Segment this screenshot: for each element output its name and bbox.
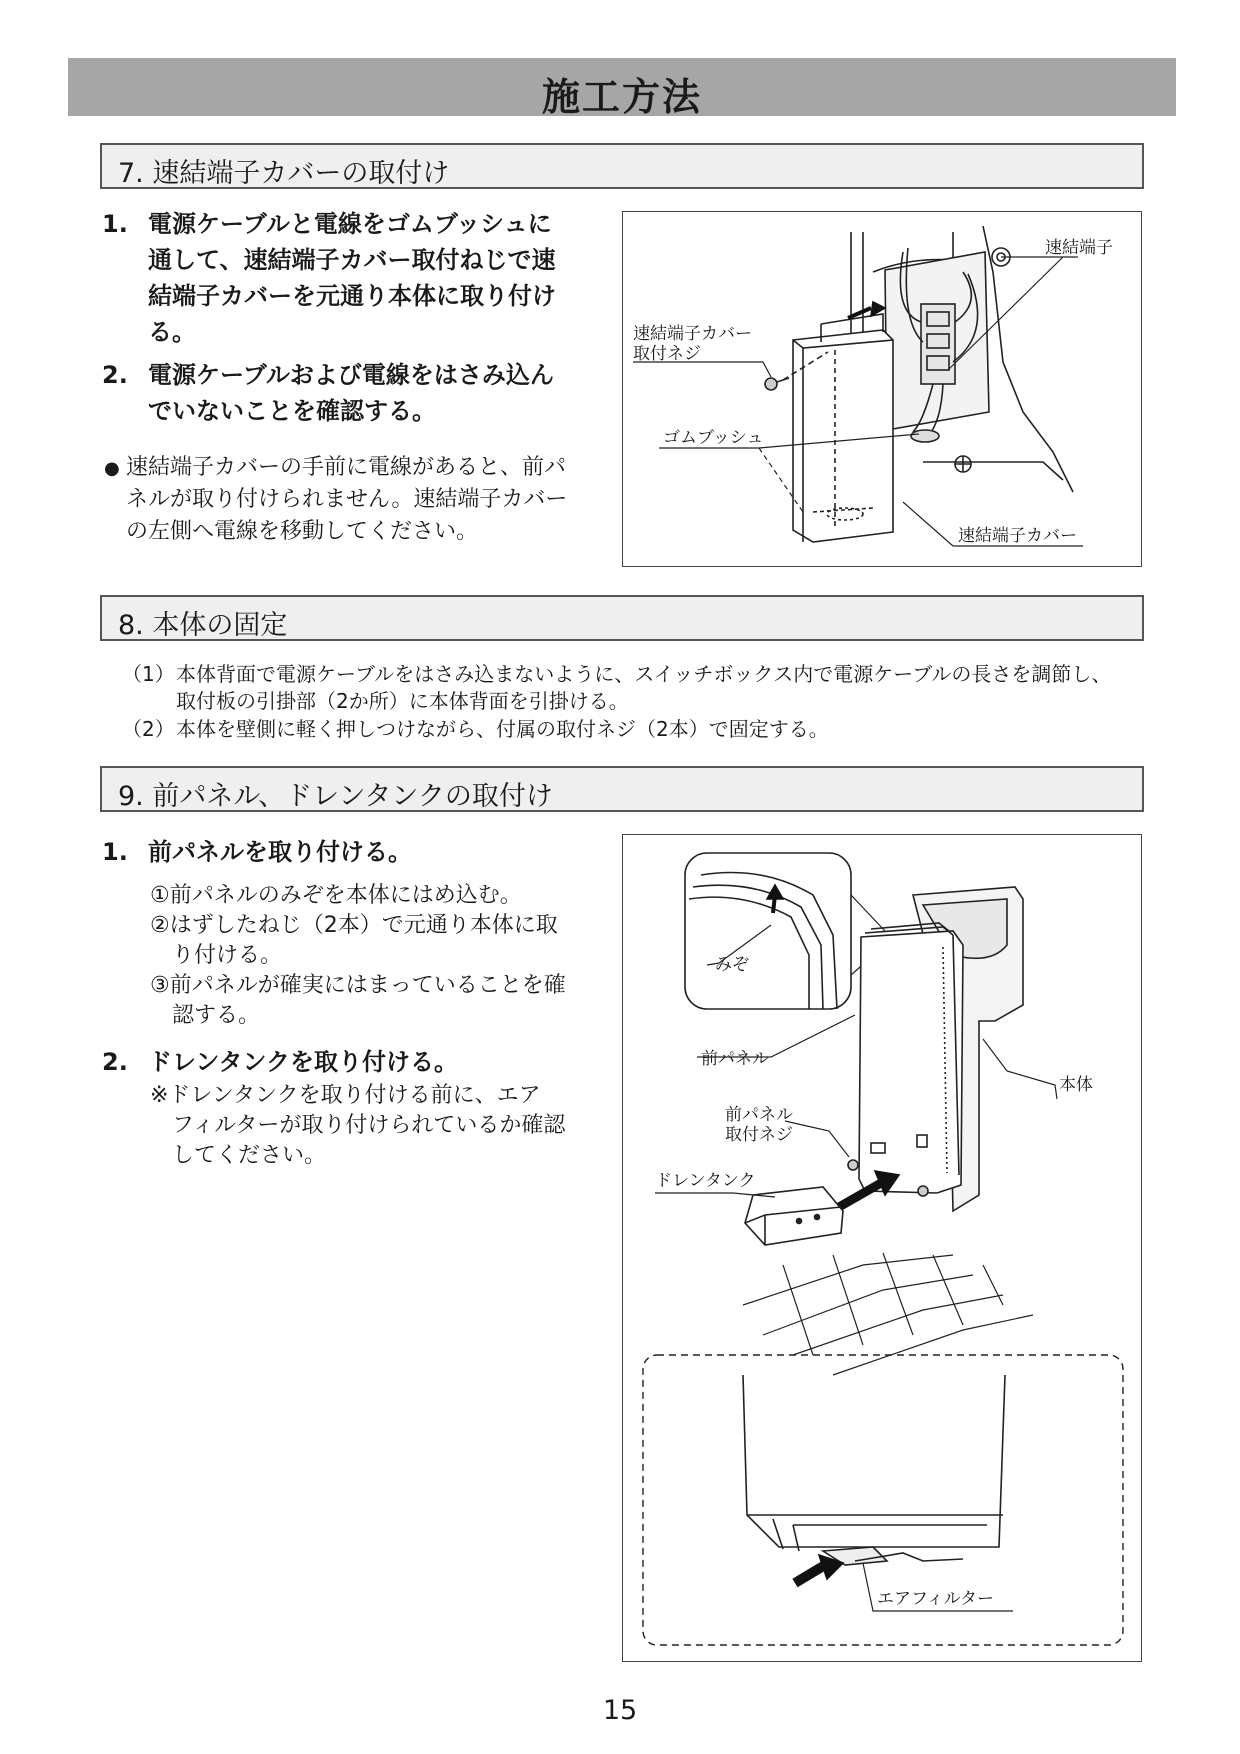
s9-step1-number: 1.: [102, 838, 128, 866]
figure-front-panel-drain-tank: [622, 834, 1142, 1662]
label-panel-screw-line1: 前パネル: [725, 1105, 793, 1125]
s7-note-line2: ネルが取り付けられません。速結端子カバー: [126, 487, 568, 512]
label-terminal: 速結端子: [1045, 238, 1113, 258]
label-groove: みぞ: [715, 955, 749, 975]
s7-step1-line1: 電源ケーブルと電線をゴムブッシュに: [148, 210, 552, 238]
section9-heading-box: [100, 766, 1144, 812]
figure-terminal-cover: [622, 211, 1142, 567]
s7-note-bullet: ●: [104, 458, 120, 479]
s9-step2-note-line3: してください。: [172, 1143, 327, 1168]
section7-heading-box: [100, 143, 1144, 189]
s7-step1-line2: 通して、速結端子カバー取付ねじで速: [148, 246, 556, 274]
s9-step1-sub2-line1: ②はずしたねじ（2本）で元通り本体に取: [150, 913, 558, 938]
s7-step2-line1: 電源ケーブルおよび電線をはさみ込ん: [148, 361, 554, 389]
s7-step1-line3: 結端子カバーを元通り本体に取り付け: [148, 282, 556, 310]
title-banner: [68, 58, 1176, 119]
s9-step1-title: 前パネルを取り付ける。: [148, 838, 412, 866]
page-number: 15: [602, 1695, 638, 1726]
s9-step2-note-line1: ※ドレンタンクを取り付ける前に、エア: [150, 1083, 541, 1108]
section9-heading: 9. 前パネル、ドレンタンクの取付け: [118, 781, 553, 812]
label-body: 本体: [1059, 1075, 1093, 1095]
s8-item2-line1: 本体を壁側に軽く押しつけながら、付属の取付ネジ（2本）で固定する。: [176, 717, 829, 741]
section7-heading: 7. 速結端子カバーの取付け: [118, 158, 450, 189]
s7-step1-number: 1.: [102, 210, 128, 238]
s9-step1-sub3-line2: 認する。: [172, 1003, 261, 1028]
label-panel-screw-line2: 取付ネジ: [725, 1125, 793, 1145]
s8-item1-line2: 取付板の引掛部（2か所）に本体背面を引掛ける。: [176, 689, 629, 713]
s7-note-line3: の左側へ電線を移動してください。: [126, 519, 479, 544]
page-title: 施工方法: [541, 75, 702, 119]
section8-heading-box: [100, 595, 1144, 641]
label-drain-tank: ドレンタンク: [655, 1171, 756, 1191]
front-panel-illustration: [623, 835, 1143, 1663]
label-front-panel: 前パネル: [701, 1049, 769, 1069]
label-cover: 速結端子カバー: [958, 526, 1077, 546]
s9-step1-sub1: ①前パネルのみぞを本体にはめ込む。: [150, 883, 522, 908]
label-bushing: ゴムブッシュ: [663, 428, 764, 448]
s7-step1-line4: る。: [148, 318, 196, 346]
label-air-filter: エアフィルター: [877, 1589, 994, 1609]
s8-item2-number: （2）: [122, 717, 175, 741]
s8-item1-line1: 本体背面で電源ケーブルをはさみ込まないように、スイッチボックス内で電源ケーブルの長さを調節し、: [176, 662, 1112, 686]
s9-step2-note-line2: フィルターが取り付けられているか確認: [172, 1113, 566, 1138]
s7-note-line1: 速結端子カバーの手前に電線があると、前パ: [126, 455, 567, 480]
s9-step2-number: 2.: [102, 1048, 128, 1076]
s8-item1-number: （1）: [122, 662, 175, 686]
s9-step1-sub3-line1: ③前パネルが確実にはまっていることを確: [150, 973, 566, 998]
s9-step1-sub2-line2: り付ける。: [172, 943, 283, 968]
s7-step2-number: 2.: [102, 361, 128, 389]
label-cover-screw-line1: 速結端子カバー: [633, 324, 752, 344]
label-cover-screw-line2: 取付ネジ: [633, 344, 701, 364]
section8-heading: 8. 本体の固定: [118, 610, 288, 641]
s7-step2-line2: でいないことを確認する。: [148, 397, 436, 425]
s9-step2-title: ドレンタンクを取り付ける。: [148, 1048, 458, 1076]
terminal-cover-illustration: [623, 212, 1143, 568]
